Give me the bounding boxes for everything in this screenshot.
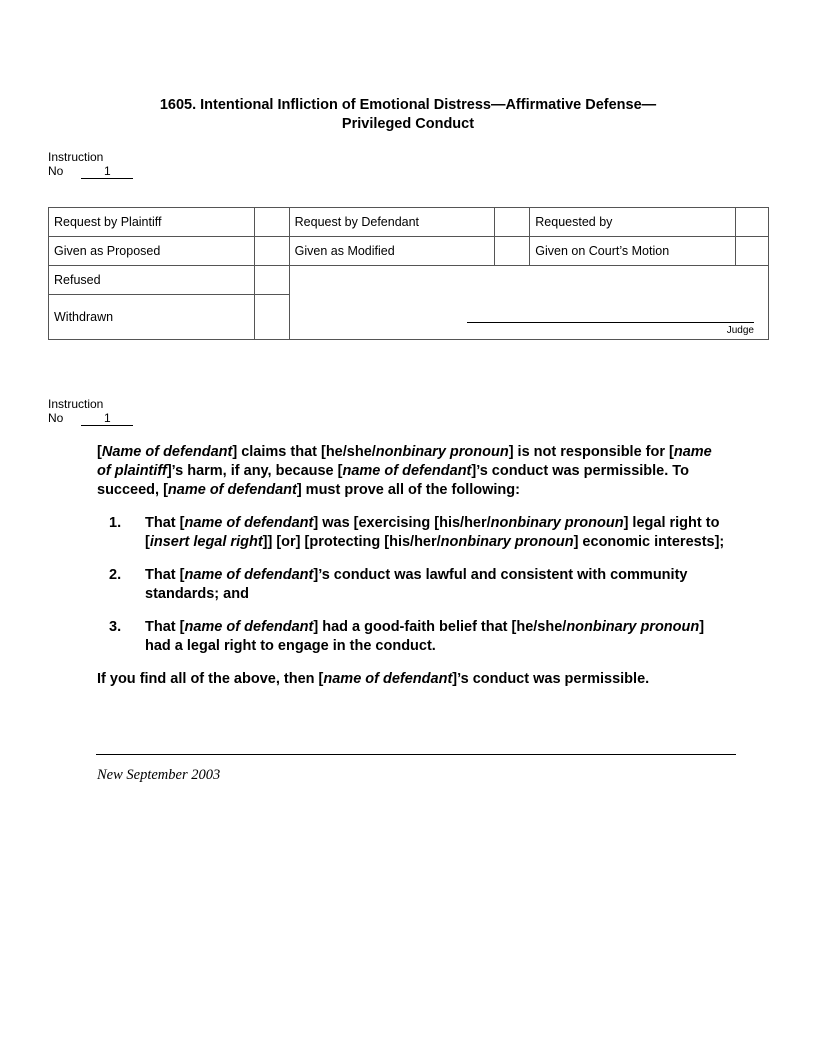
request-by-defendant-label: Request by Defendant [289,208,495,237]
instruction-title [0,96,816,134]
instruction-number-field[interactable]: 1 [81,165,133,179]
requested-by-checkbox[interactable] [736,208,769,237]
withdrawn-checkbox[interactable] [254,295,289,340]
footer-divider [96,754,736,755]
requested-by-label: Requested by [530,208,736,237]
title-line-2: Privileged Conduct [341,116,475,132]
given-as-proposed-checkbox[interactable] [254,237,289,266]
instruction-body [97,443,727,703]
instruction-label: Instruction [48,150,104,164]
list-item: 3. That [name of defendant] had a good-faith belief that [he/she/nonbinary pronoun] had a legal right to engage in the conduct. [109,619,705,654]
withdrawn-label: Withdrawn [49,295,255,340]
given-on-courts-motion-checkbox[interactable] [736,237,769,266]
request-by-plaintiff-label: Request by Plaintiff [49,208,255,237]
refused-label: Refused [49,266,255,295]
list-item: 1. That [name of defendant] was [exercising [his/her/nonbinary pronoun] legal right to [insert legal right]] [or] [protecting [his/her/nonbinary pronoun] economic interests]; [109,515,725,550]
conclusion-paragraph: If you find all of the above, then [name of defendant]’s conduct was permissible. [97,671,650,687]
instruction-number-block-bottom [48,397,133,426]
title-line-1: 1605. Intentional Infliction of Emotional Distress—Affirmative Defense— [159,97,657,113]
instruction-number-field[interactable]: 1 [81,412,133,426]
instruction-label: Instruction [48,397,104,411]
request-by-defendant-checkbox[interactable] [495,208,530,237]
intro-paragraph: [Name of defendant] claims that [he/she/nonbinary pronoun] is not responsible for [name of plaintiff]’s harm, if any, because [name of defendant]’s conduct was permissible. To succeed, [name of defendant] must prove all of the following: [97,444,712,498]
elements-list [97,514,727,656]
judge-label: Judge [726,325,754,336]
instruction-no-label: No [48,411,64,425]
given-on-courts-motion-label: Given on Court’s Motion [530,237,736,266]
request-by-plaintiff-checkbox[interactable] [254,208,289,237]
judge-signature-area [289,266,768,340]
given-as-proposed-label: Given as Proposed [49,237,255,266]
judge-signature-line[interactable] [467,322,754,323]
list-item: 2. That [name of defendant]’s conduct was lawful and consistent with community standards; and [109,567,688,602]
request-status-table [48,207,769,340]
instruction-number-block-top [48,150,133,179]
given-as-modified-label: Given as Modified [289,237,495,266]
given-as-modified-checkbox[interactable] [495,237,530,266]
instruction-no-label: No [48,164,64,178]
refused-checkbox[interactable] [254,266,289,295]
history-note: New September 2003 [97,767,221,783]
